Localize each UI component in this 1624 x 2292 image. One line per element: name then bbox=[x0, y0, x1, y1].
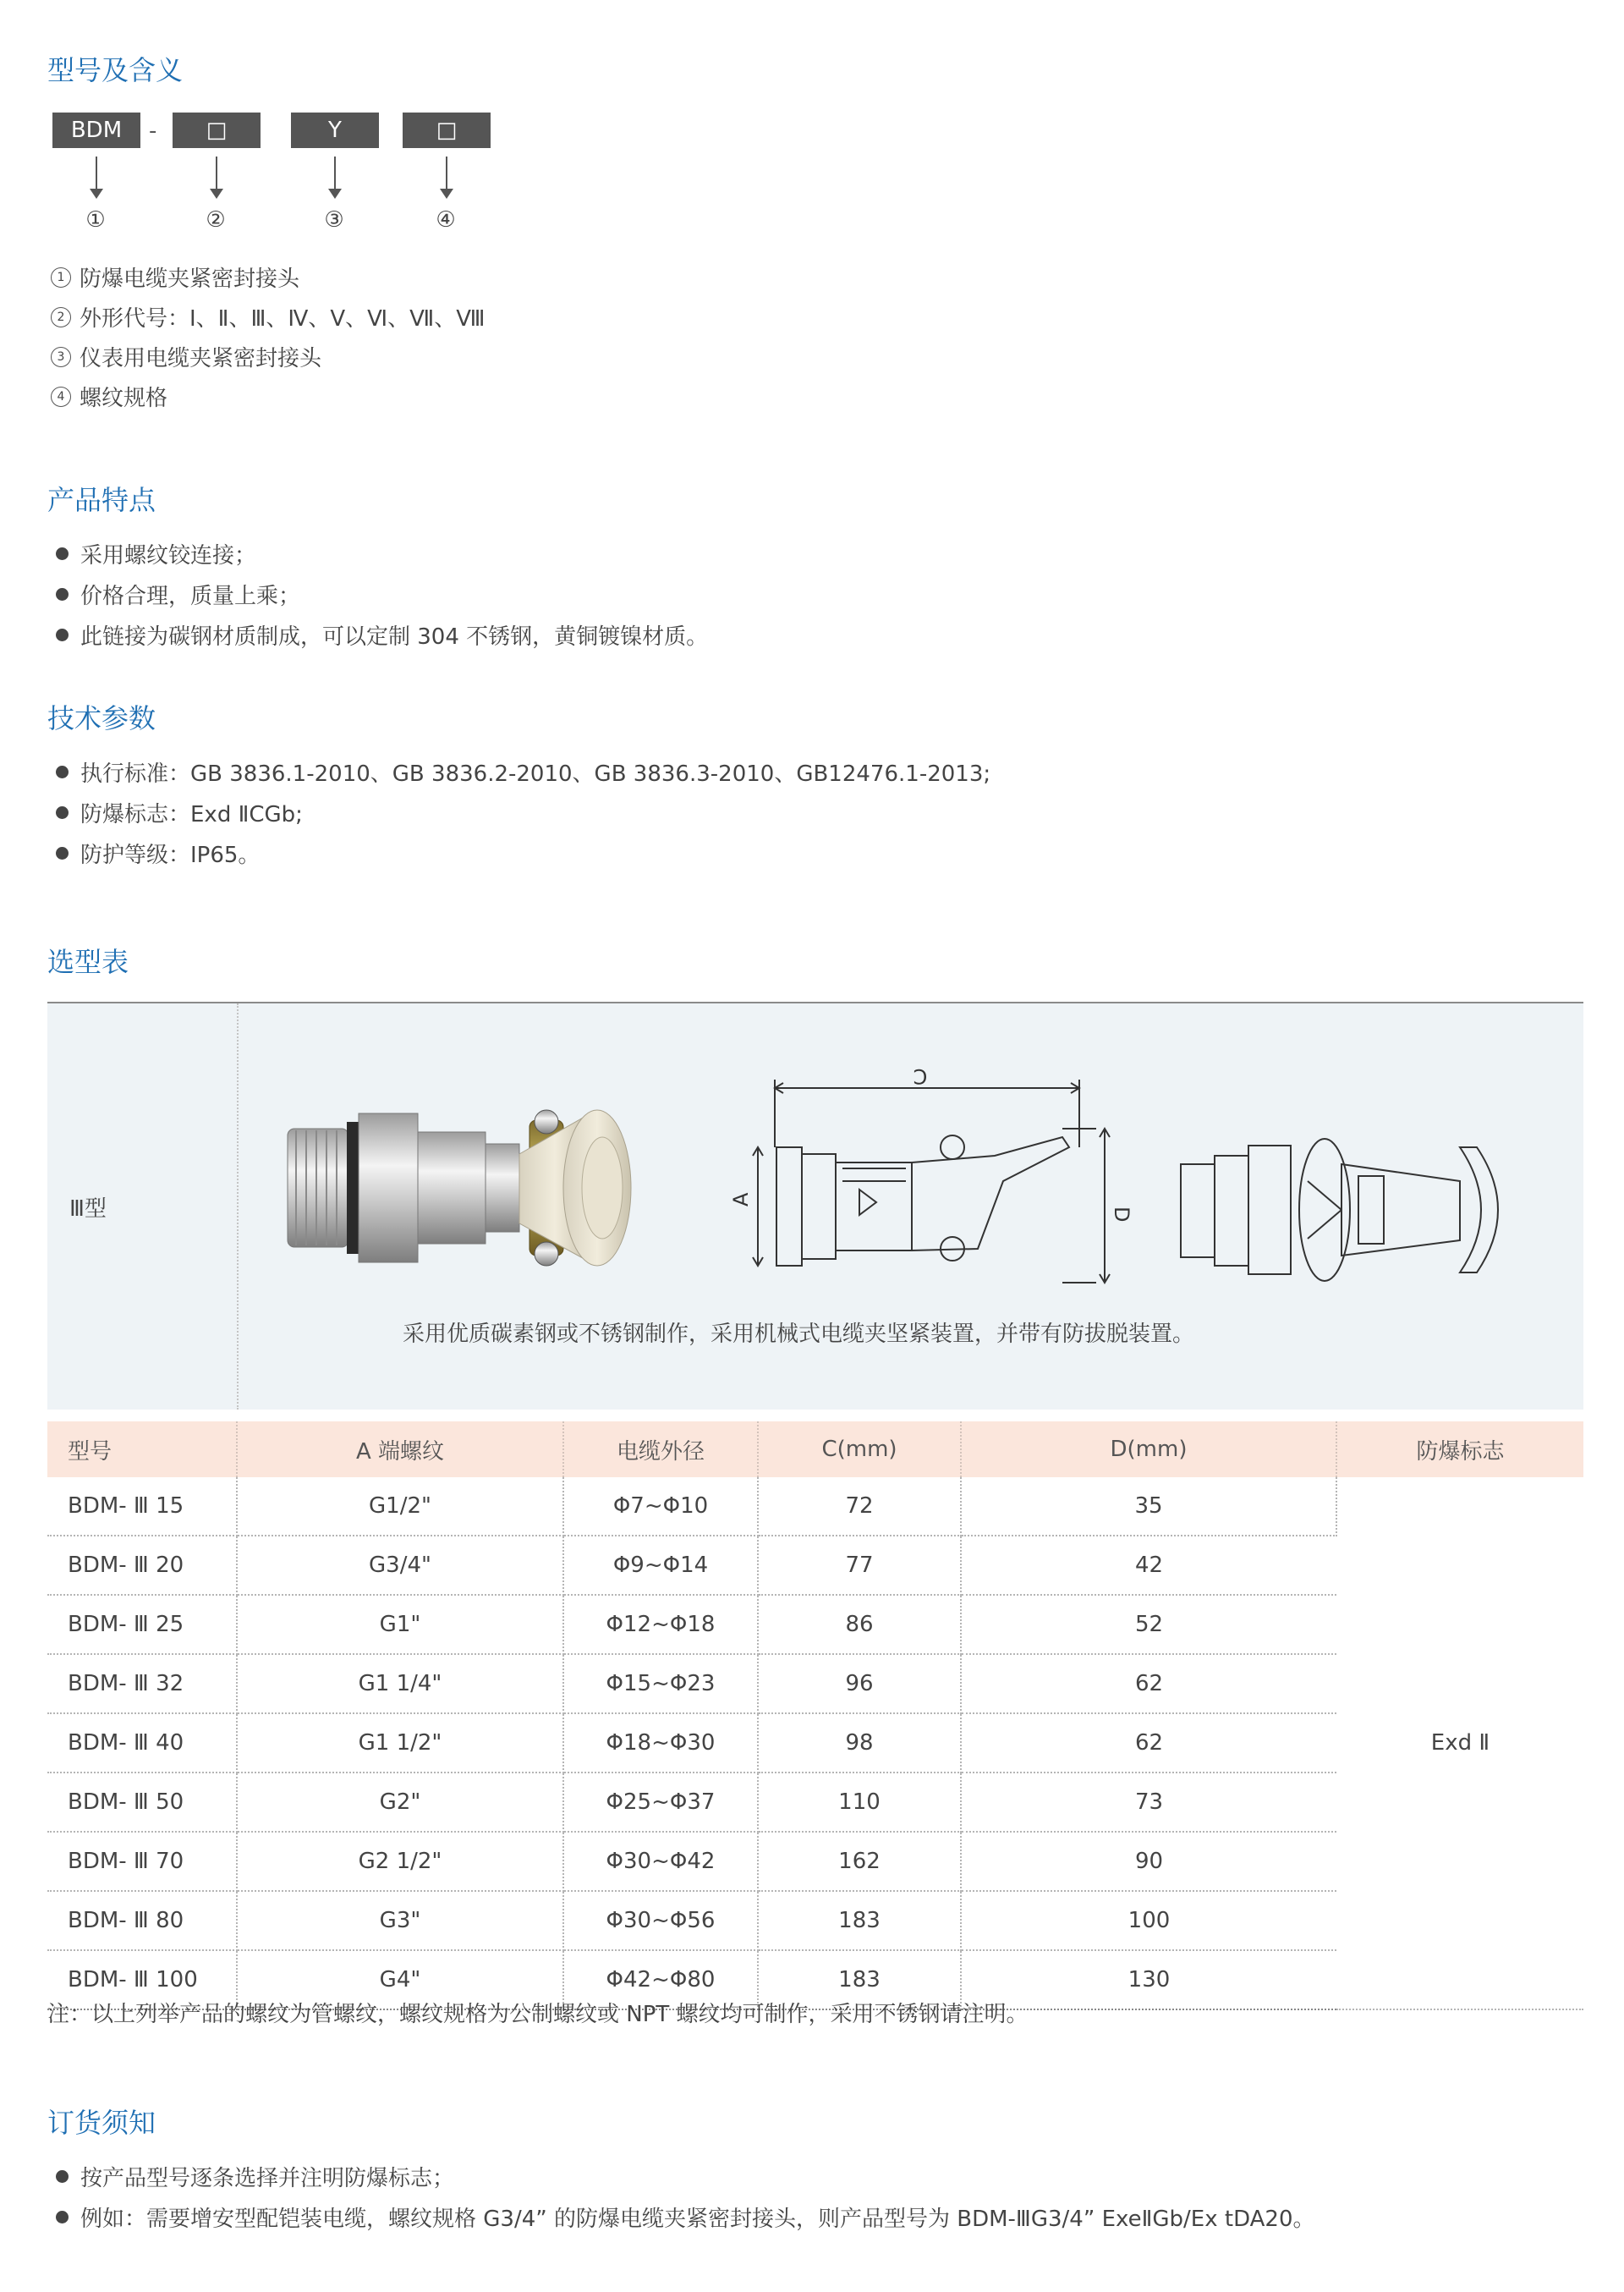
tech-param-text: 执行标准：GB 3836.1-2010、GB 3836.2-2010、GB 3836.3-2010、GB12476.1-2013; bbox=[80, 761, 991, 787]
cell-model: BDM- Ⅲ 50 bbox=[47, 1773, 237, 1832]
circled-number: 2 bbox=[51, 307, 71, 327]
tech-param-text: 防护等级：IP65。 bbox=[80, 842, 261, 868]
code-box-bdm: BDM bbox=[52, 113, 140, 148]
cell-c: 77 bbox=[758, 1536, 961, 1595]
dim-label-c: C bbox=[913, 1064, 928, 1088]
order-note-text: 例如：需要增安型配铠装电缆，螺纹规格 G3/4” 的防爆电缆夹紧密封接头，则产品型号为 BDM-ⅢG3/4” ExeⅡGb/Ex tDA20。 bbox=[80, 2206, 1315, 2232]
circled-number: 3 bbox=[51, 347, 71, 367]
table-note: 注：以上列举产品的螺纹为管螺纹，螺纹规格为公制螺纹或 NPT 螺纹均可制作，采用不锈钢请注明。 bbox=[47, 2002, 1029, 2027]
circled-number: 4 bbox=[51, 387, 71, 407]
code-number-3: ③ bbox=[324, 207, 344, 233]
cell-model: BDM- Ⅲ 32 bbox=[47, 1654, 237, 1713]
tech-param-item bbox=[56, 751, 990, 792]
cell-thread: G2 1/2" bbox=[237, 1832, 563, 1891]
cell-d: 62 bbox=[961, 1654, 1336, 1713]
panel-divider bbox=[237, 1003, 239, 1410]
cell-cable: Φ25~Φ37 bbox=[563, 1773, 758, 1832]
cell-model: BDM- Ⅲ 80 bbox=[47, 1891, 237, 1950]
cell-c: 72 bbox=[758, 1477, 961, 1536]
section-title-order: 订货须知 bbox=[47, 2107, 156, 2139]
order-note-text: 按产品型号逐条选择并注明防爆标志； bbox=[80, 2165, 455, 2191]
meaning-text: 仪表用电缆夹紧密封接头 bbox=[80, 346, 322, 371]
meaning-item bbox=[51, 297, 486, 337]
arrow-down-icon bbox=[216, 157, 217, 195]
cell-cable: Φ9~Φ14 bbox=[563, 1536, 758, 1595]
cell-d: 42 bbox=[961, 1536, 1336, 1595]
features-list bbox=[56, 533, 708, 655]
code-box-y: Y bbox=[291, 113, 379, 148]
tech-param-item bbox=[56, 792, 990, 833]
bullet-icon bbox=[56, 2170, 69, 2183]
header-thread: A 端螺纹 bbox=[237, 1421, 563, 1477]
bullet-icon bbox=[56, 629, 69, 641]
cell-d: 73 bbox=[961, 1773, 1336, 1832]
cell-model: BDM- Ⅲ 25 bbox=[47, 1595, 237, 1654]
header-cable-diameter: 电缆外径 bbox=[563, 1421, 758, 1477]
cell-model: BDM- Ⅲ 100 bbox=[47, 1950, 237, 2009]
cell-c: 183 bbox=[758, 1950, 961, 2009]
meaning-text: 外形代号：Ⅰ、Ⅱ、Ⅲ、Ⅳ、Ⅴ、Ⅵ、Ⅶ、Ⅷ bbox=[80, 306, 486, 332]
header-c: C(mm) bbox=[758, 1421, 961, 1477]
cell-c: 162 bbox=[758, 1832, 961, 1891]
cell-thread: G1/2" bbox=[237, 1477, 563, 1536]
table-row bbox=[47, 1477, 1583, 1536]
product-description: 采用优质碳素钢或不锈钢制作，采用机械式电缆夹坚紧装置，并带有防拔脱装置。 bbox=[403, 1322, 1195, 1347]
cell-thread: G4" bbox=[237, 1950, 563, 2009]
meaning-text: 螺纹规格 bbox=[80, 386, 168, 411]
section-title-features: 产品特点 bbox=[47, 484, 156, 516]
code-dash: - bbox=[149, 118, 157, 144]
cell-thread: G3/4" bbox=[237, 1536, 563, 1595]
cell-cable: Φ7~Φ10 bbox=[563, 1477, 758, 1536]
tech-param-item bbox=[56, 833, 990, 873]
cell-d: 130 bbox=[961, 1950, 1336, 2009]
cell-cable: Φ18~Φ30 bbox=[563, 1713, 758, 1773]
arrow-down-icon bbox=[334, 157, 336, 195]
arrow-down-icon bbox=[96, 157, 97, 195]
meaning-text: 防爆电缆夹紧密封接头 bbox=[80, 267, 300, 292]
feature-item bbox=[56, 614, 708, 655]
dim-label-d: D bbox=[1110, 1206, 1133, 1223]
side-view-drawing bbox=[1172, 1130, 1528, 1283]
cell-cable: Φ30~Φ42 bbox=[563, 1832, 758, 1891]
cell-c: 110 bbox=[758, 1773, 961, 1832]
section-title-model: 型号及含义 bbox=[47, 54, 184, 86]
product-image-panel bbox=[47, 1002, 1583, 1410]
table-header-row bbox=[47, 1421, 1583, 1477]
cell-c: 98 bbox=[758, 1713, 961, 1773]
cell-ex-mark: Exd Ⅱ bbox=[1336, 1477, 1583, 2009]
feature-item bbox=[56, 574, 708, 614]
cell-c: 96 bbox=[758, 1654, 961, 1713]
feature-text: 此链接为碳钢材质制成，可以定制 304 不锈钢，黄铜镀镍材质。 bbox=[80, 624, 709, 650]
code-number-1: ① bbox=[85, 207, 106, 233]
section-title-tech: 技术参数 bbox=[47, 702, 156, 734]
cell-cable: Φ30~Φ56 bbox=[563, 1891, 758, 1950]
feature-text: 价格合理，质量上乘； bbox=[80, 583, 301, 609]
product-type-label: Ⅲ型 bbox=[69, 1196, 107, 1222]
code-box-shape: □ bbox=[173, 113, 261, 148]
cell-d: 62 bbox=[961, 1713, 1336, 1773]
cell-c: 86 bbox=[758, 1595, 961, 1654]
bullet-icon bbox=[56, 588, 69, 601]
cell-cable: Φ12~Φ18 bbox=[563, 1595, 758, 1654]
cell-d: 35 bbox=[961, 1477, 1336, 1536]
section-title-selection: 选型表 bbox=[47, 946, 129, 978]
order-notes-list bbox=[56, 2156, 1315, 2237]
cell-model: BDM- Ⅲ 15 bbox=[47, 1477, 237, 1536]
cell-thread: G1 1/4" bbox=[237, 1654, 563, 1713]
code-box-thread: □ bbox=[403, 113, 491, 148]
cell-thread: G2" bbox=[237, 1773, 563, 1832]
product-photo bbox=[276, 1088, 749, 1283]
cell-d: 90 bbox=[961, 1832, 1336, 1891]
selection-table bbox=[47, 1421, 1583, 2010]
order-note-item bbox=[56, 2156, 1315, 2196]
tech-param-text: 防爆标志：Exd ⅡCGb; bbox=[80, 801, 303, 827]
code-number-4: ④ bbox=[436, 207, 456, 233]
arrow-down-icon bbox=[446, 157, 447, 195]
cell-d: 100 bbox=[961, 1891, 1336, 1950]
model-meaning-list bbox=[51, 257, 486, 416]
bullet-icon bbox=[56, 847, 69, 860]
bullet-icon bbox=[56, 547, 69, 560]
cell-model: BDM- Ⅲ 40 bbox=[47, 1713, 237, 1773]
header-ex-mark: 防爆标志 bbox=[1336, 1421, 1583, 1477]
header-d: D(mm) bbox=[961, 1421, 1336, 1477]
bullet-icon bbox=[56, 2211, 69, 2223]
order-note-item bbox=[56, 2196, 1315, 2237]
tech-params-list bbox=[56, 751, 990, 873]
cell-d: 52 bbox=[961, 1595, 1336, 1654]
cell-thread: G1" bbox=[237, 1595, 563, 1654]
cell-thread: G3" bbox=[237, 1891, 563, 1950]
cell-c: 183 bbox=[758, 1891, 961, 1950]
cell-thread: G1 1/2" bbox=[237, 1713, 563, 1773]
code-number-2: ② bbox=[206, 207, 226, 233]
circled-number: 1 bbox=[51, 267, 71, 288]
feature-text: 采用螺纹铰连接； bbox=[80, 542, 257, 569]
meaning-item bbox=[51, 337, 486, 377]
cell-model: BDM- Ⅲ 70 bbox=[47, 1832, 237, 1891]
dim-label-a: A bbox=[729, 1192, 753, 1206]
feature-item bbox=[56, 533, 708, 574]
meaning-item bbox=[51, 257, 486, 297]
dimension-drawing bbox=[724, 1054, 1147, 1308]
bullet-icon bbox=[56, 766, 69, 778]
bullet-icon bbox=[56, 806, 69, 819]
header-model: 型号 bbox=[47, 1421, 237, 1477]
cell-cable: Φ15~Φ23 bbox=[563, 1654, 758, 1713]
cell-model: BDM- Ⅲ 20 bbox=[47, 1536, 237, 1595]
cell-cable: Φ42~Φ80 bbox=[563, 1950, 758, 2009]
meaning-item bbox=[51, 377, 486, 416]
